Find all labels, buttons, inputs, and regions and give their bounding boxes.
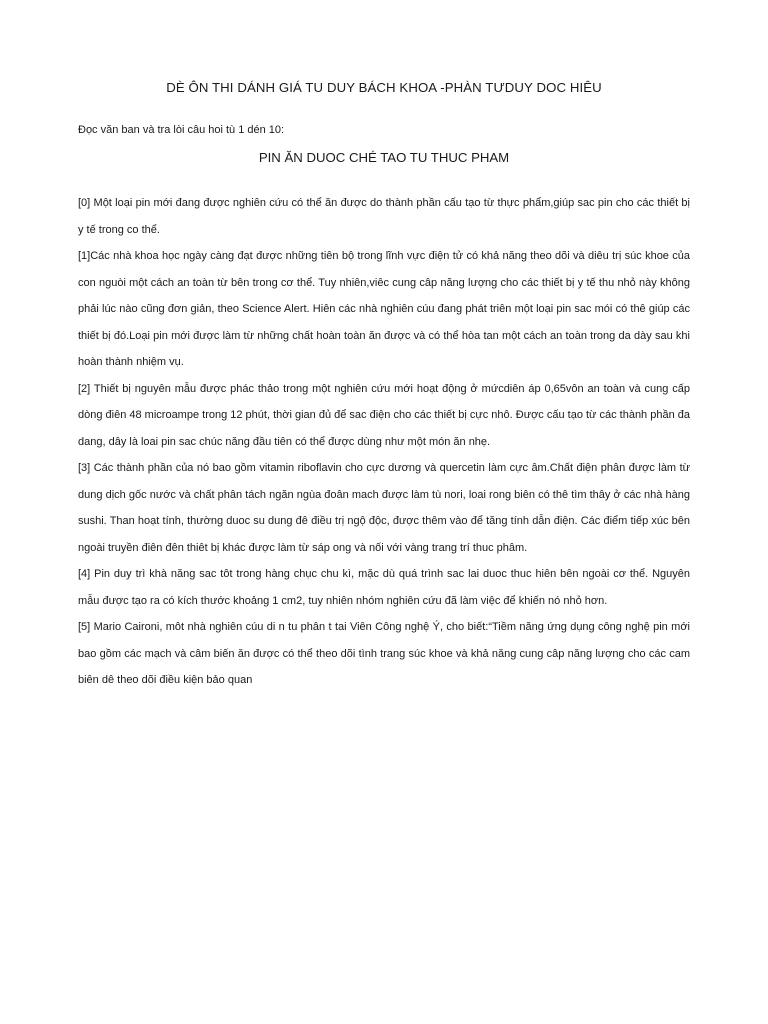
paragraph-2: [2] Thiết bị nguyên mẫu được phác thảo trong một nghiên cứu mới hoạt động ở mứcdiên áp 0,65vôn an toàn và cung cấp dòng điên 48 microampe trong 12 phút, thời gian đủ để sac điện cho các thiết bị cực nhô. Được cấu tạo từ các thành phần đa dang, dây là loai pin sac chúc năng đầu tiên có thể được dùng như một món ăn nhẹ.: [78, 382, 690, 448]
paragraph-3: [3] Các thành phần của nó bao gồm vitamin riboflavin cho cực dương và quercetin làm cực âm.Chất điện phân được làm từ dung dịch gốc nước và chất phân tách ngăn ngùa đoân mach được làm tù nori, loai rong biên có thê tìm thây ở các nhà hàng sushi. Than hoạt tính, thường duoc su dung đê điều trị ngộ độc, được thêm vào để tăng tính dẫn điện. Các điểm tiếp xúc bên ngoài truyền điên đên thiêt bị khác được làm từ sáp ong và nối với vàng trang trí thuc phâm.: [78, 462, 690, 554]
article-body: [78, 190, 690, 694]
paragraph-4: [4] Pin duy trì khà năng sac tôt trong hàng chục chu kì, mặc dù quá trình sac lai duoc thuc hiên bên ngoài cơ thể. Nguyên mẫu được tạo ra có kích thước khoảng 1 cm2, tuy nhiên nhóm nghiên cứu đã làm việc để khiến nó nhỏ hơn.: [78, 568, 690, 607]
paragraph-1: [1]Các nhà khoa học ngày càng đạt được những tiên bộ trong lĩnh vực điện tử có khả năng theo dõi và diêu trị súc khoe của con nguòi một cách an toàn từ bên trong cơ thể. Tuy nhiên,viêc cung câp năng lượng cho các thiết bị y tế thu nhỏ này không phải lúc nào cũng đơn giản, theo Science Alert. Hiên các nhà nghiên cúu đang phát triên một loại pin sac mói có thê giúp các thiết bị đó.Loại pin mới được làm từ những chất hoàn toàn ăn được và có thể hòa tan một cách an toàn trong da dày sau khi hoàn thành nhiệm vụ.: [78, 250, 690, 368]
paragraph-5: [5] Mario Caironi, môt nhà nghiên cúu di n tu phân t tai Viên Công nghệ Ý, cho biết:“Tiềm năng ứng dụng công nghệ pin mới bao gồm các mạch và câm biến ăn được có thể theo dõi tình trang súc khoe và khả năng cung câp năng lượng cho các cam biên dê theo dõi điều kiện bảo quan: [78, 621, 690, 686]
paragraph-0: [0] Một loại pin mới đang được nghiên cứu có thể ăn được do thành phần cấu tạo từ thực phẩm,giúp sac pin cho các thiết bị y tế trong co thể.: [78, 197, 690, 236]
article-title: PIN ĂN DUOC CHÉ TAO TU THUC PHAM: [258, 150, 510, 165]
document-title: DÈ ÔN THI DÁNH GIÁ TU DUY BÁCH KHOA -PHÀN TƯDUY DOC HIÊU: [166, 80, 602, 95]
reading-instruction: Đọc văn ban và tra lòi câu hoi tù 1 dén 10:: [78, 124, 285, 136]
